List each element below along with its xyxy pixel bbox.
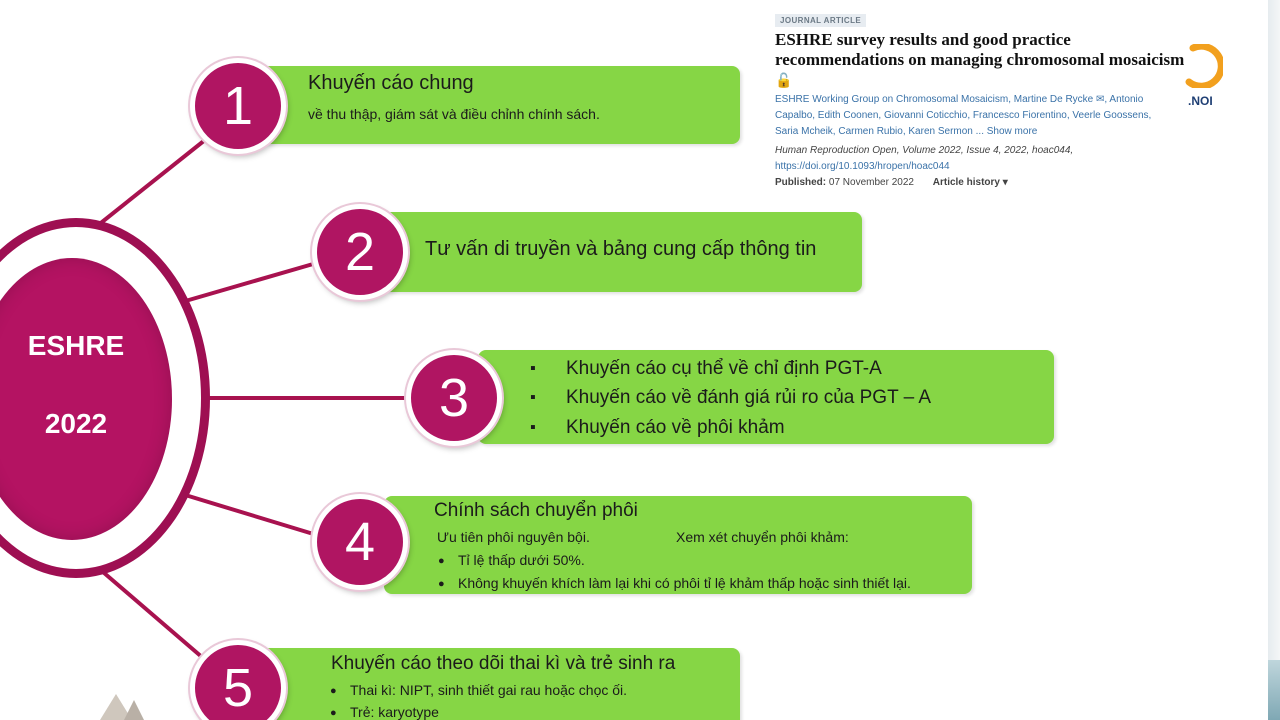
- item-2-number: 2: [312, 204, 408, 300]
- item-5-title: Khuyến cáo theo dõi thai kì và trẻ sinh ra: [331, 653, 676, 674]
- open-access-icon: 🔓: [775, 74, 793, 89]
- connector-2: [182, 262, 320, 302]
- item-3-bullet: ▪ Khuyến cáo cụ thể về chỉ định PGT-A: [566, 358, 882, 380]
- item-5-bullet: ● Trẻ: karyotype: [350, 704, 439, 720]
- item-4-bullet: ● Không khuyến khích làm lại khi có phôi tỉ lệ khảm thấp hoặc sinh thiết lại.: [458, 575, 911, 591]
- item-4-left-text: Ưu tiên phôi nguyên bội.: [437, 529, 590, 545]
- logo-text: .NOI: [1188, 94, 1213, 108]
- paper-type-tag: JOURNAL ARTICLE: [775, 14, 866, 27]
- paper-doi-link[interactable]: https://doi.org/10.1093/hropen/hoac044: [775, 161, 950, 172]
- hub-year: 2022: [44, 408, 108, 439]
- item-1-subtitle: về thu thập, giám sát và điều chỉnh chính sách.: [308, 106, 600, 122]
- article-history-button[interactable]: Article history ▾: [932, 177, 1008, 188]
- item-4-number: 4: [312, 494, 408, 590]
- item-2-title: Tư vấn di truyền và bảng cung cấp thông tin: [425, 238, 817, 260]
- screen-edge: [1268, 0, 1280, 720]
- published-date: 07 November 2022: [828, 177, 914, 188]
- item-4-bullet: ● Tỉ lệ thấp dưới 50%.: [458, 552, 585, 568]
- hub-title: ESHRE: [27, 330, 125, 361]
- item-5-bullet: ● Thai kì: NIPT, sinh thiết gai rau hoặc chọc ối.: [350, 682, 627, 698]
- item-3-number: 3: [406, 350, 502, 446]
- item-1-number: 1: [190, 58, 286, 154]
- item-4-right-text: Xem xét chuyển phôi khảm:: [676, 529, 849, 545]
- item-3-bullet: ▪ Khuyến cáo về phôi khảm: [566, 417, 785, 439]
- paper-title[interactable]: [775, 30, 1185, 92]
- item-3-bullet: ▪ Khuyến cáo về đánh giá rủi ro của PGT – A: [566, 387, 931, 409]
- paper-title-text[interactable]: ESHRE survey results and good practice recommendations on managing chromosomal mosaicism: [775, 30, 1185, 69]
- item-4-title: Chính sách chuyển phôi: [434, 500, 638, 521]
- item-5-number: 5: [190, 640, 286, 720]
- published-label: Published:: [775, 177, 827, 188]
- decorative-tree: [124, 700, 144, 720]
- paper-journal: Human Reproduction Open, Volume 2022, Issue 4, 2022, hoac044,: [775, 145, 1074, 156]
- paper-authors[interactable]: ESHRE Working Group on Chromosomal Mosaicism, Martine De Rycke ✉, Antonio Capalbo, Edith Coonen, Giovanni Coticchio, Francesco Fiorentino, Veerle Goossens, Saria Mcheik, Carmen Rubio, Karen Sermon ... Show more: [775, 94, 1152, 137]
- connector-1: [92, 136, 210, 230]
- connector-4: [182, 494, 320, 536]
- paper-published: [775, 177, 1008, 188]
- item-1-title: Khuyến cáo chung: [308, 72, 474, 94]
- connector-5: [96, 566, 210, 664]
- logo-icon: [1183, 44, 1223, 88]
